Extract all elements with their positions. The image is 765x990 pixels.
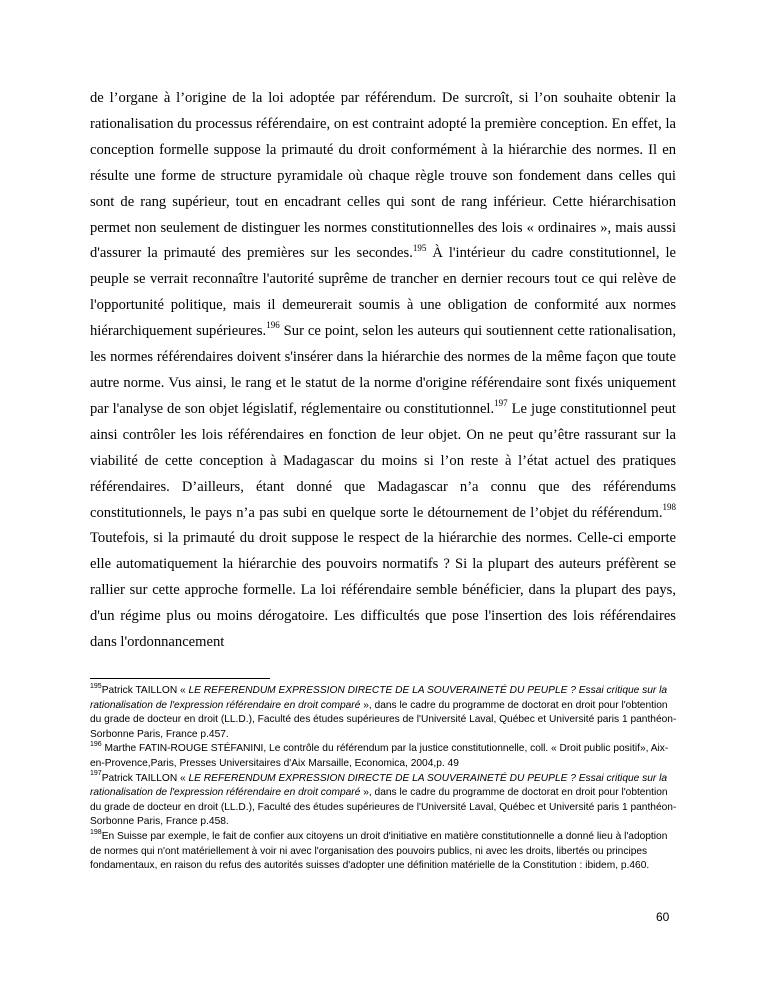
footnote-198 <box>90 830 680 874</box>
body-text-segment: Le juge constitutionnel peut ainsi contrôler les lois référendaires en fonction de leur objet. On ne peut qu’être rassurant sur la viabilité de cette conception à Madagascar du moins si l’on reste à l’état actuel des pratiques référendaires. D’ailleurs, étant donné que Madagascar n’a connu que des référendums constitutionnels, le pays n’a pas subi en quelque sorte le détournement de l’objet du référendum. <box>90 400 676 521</box>
footnote-title: LE REFERENDUM EXPRESSION DIRECTE DE LA SOUVERAINETÉ DU PEUPLE ? Essai critique sur la rationalisation de l'expression référendaire en droit comparé <box>90 772 668 799</box>
footnote-text: », dans le cadre du programme de doctorat en droit pour l'obtention du grade de docteur en droit (LL.D.), Faculté des études supérieures de l'Université Laval, Québec et Université paris 1 panthéon-Sorbonne Paris, France p.457. <box>90 699 677 740</box>
body-text-segment: Sur ce point, selon les auteurs qui soutiennent cette rationalisation, les normes référendaires doivent s'insérer dans la hiérarchie des normes de la même façon que toute autre norme. Vus ainsi, le rang et le statut de la norme d'origine référendaire sont fixés uniquement par l'analyse de son objet législatif, réglementaire ou constitutionnel. <box>90 323 676 417</box>
footnote-title: LE REFERENDUM EXPRESSION DIRECTE DE LA SOUVERAINETÉ DU PEUPLE ? Essai critique sur la rationalisation de l'expression référendaire en droit comparé <box>90 685 668 711</box>
footnote-text: Patrick TAILLON « <box>101 772 189 784</box>
footnote-ref-198[interactable]: 198 <box>662 501 676 512</box>
body-text-segment: de l’organe à l’origine de la loi adoptée par référendum. De surcroît, si l’on souhaite obtenir la rationalisation du processus référendaire, on est contraint adopté la première conception. En effet, la conception formelle suppose la primauté du droit conformément à la hiérarchie des normes. Il en résulte une forme de structure pyramidale où chaque règle trouve son fondement dans celles qui sont de rang supérieur, tout en encadrant celles qui sont de rang inférieur. Cette hiérarchisation permet non seulement de distinguer les normes constitutionnelles des lois « ordinaires », mais aussi d'assurer la primauté des premières sur les secondes. <box>90 90 676 262</box>
footnote-separator <box>90 678 270 679</box>
footnote-number: 198 <box>90 828 102 836</box>
footnote-196 <box>90 742 680 771</box>
footnote-number: 195 <box>90 682 102 690</box>
footnote-ref-197[interactable]: 197 <box>494 398 508 409</box>
footnote-text: Marthe FATIN-ROUGE STÉFANINI, Le contrôle du référendum par la justice constitutionnelle, coll. « Droit public positif», Aix-en-Provence,Paris, Presses Universitaires d'Aix Marsaille, Economica, 2004,p. 49 <box>90 743 669 769</box>
footnote-number: 197 <box>90 770 102 778</box>
footnotes <box>90 684 680 874</box>
page-number: 60 <box>656 910 670 924</box>
body-paragraph <box>90 86 676 656</box>
body-text-segment: Toutefois, si la primauté du droit suppose le respect de la hiérarchie des normes. Celle-ci emporte elle automatiquement la hiérarchie des pouvoirs normatifs ? Si la plupart des auteurs préfèrent se rallier sur cette approche formelle. La loi référendaire semble bénéficier, dans la plupart des pays, d'un régime plus ou moins dérogatoire. Les difficultés que pose l'insertion des lois référendaires dans l'ordonnancement <box>90 530 676 651</box>
footnote-text: Patrick TAILLON « <box>101 685 189 696</box>
footnote-text: », dans le cadre du programme de doctorat en droit pour l'obtention du grade de docteur en droit (LL.D.), Faculté des études supérieures de l'Université Laval, Québec et Université paris 1 panthéon-Sorbonne Paris, France p.458. <box>90 787 677 828</box>
footnote-197 <box>90 772 680 830</box>
footnote-195 <box>90 684 680 742</box>
footnote-ref-196[interactable]: 196 <box>266 320 280 331</box>
footnote-ref-195[interactable]: 195 <box>412 242 427 253</box>
footnote-number: 196 <box>90 740 102 748</box>
body-text-segment: À l'intérieur du cadre constitutionnel, le peuple se verrait reconnaître l'autorité suprême de trancher en dernier recours tout ce qui relève de l'opportunité politique, mais il demeurerait soumis à une obligation de conformité aux normes hiérarchiquement supérieures. <box>90 245 677 340</box>
footnote-text: En Suisse par exemple, le fait de confier aux citoyens un droit d'initiative en matière constitutionnelle a donné lieu à l'adoption de normes qui n'ont matériellement à voir ni avec l'organisation des pouvoirs publics, ni avec les droits, libertés ou principes fondamentaux, en raison du refus des autorités suisses d'adopter une définition matérielle de la Constitution : ibidem, p.460. <box>90 830 668 872</box>
